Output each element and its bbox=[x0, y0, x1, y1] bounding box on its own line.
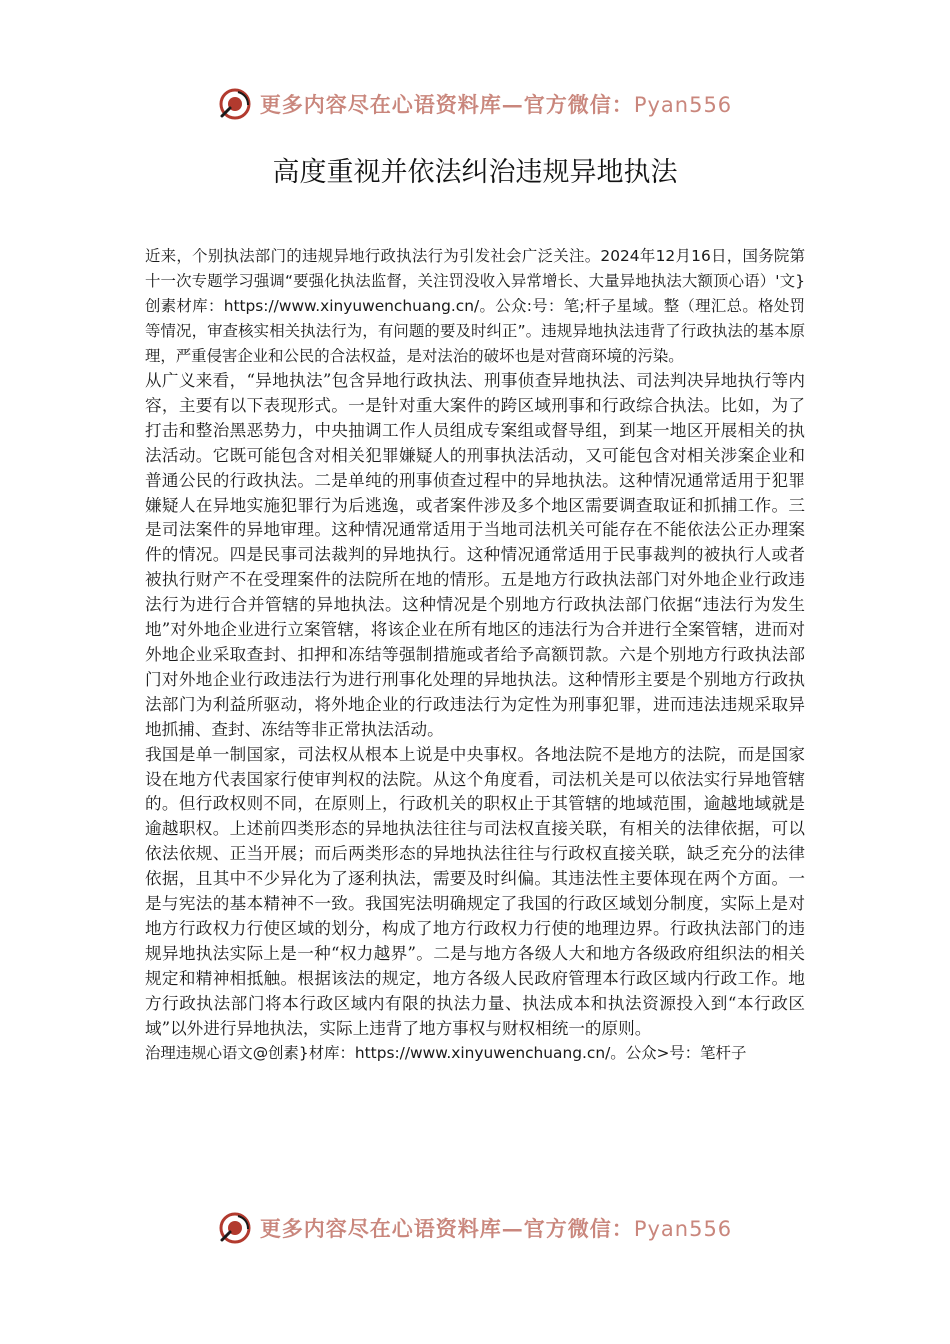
page-title: 高度重视并依法纠治违规异地执法 bbox=[272, 157, 678, 188]
article-body bbox=[145, 244, 805, 1066]
paragraph-intro: 近来，个别执法部门的违规异地行政执法行为引发社会广泛关注。2024年12月16日，国务院第十一次专题学习强调“要强化执法监督，关注罚没收入异常增长、大量异地执法大额顶心语）'文}创素材库：https://www.xinyuwenchuang.cn/。公众:号：笔;杆子星域。整（理汇总。格处罚等情况，审查核实相关执法行为，有问题的要及时纠正”。违规异地执法违背了行政执法的基本原理，严重侵害企业和公民的合法权益，是对法治的破坏也是对营商环境的污染。 bbox=[145, 247, 805, 365]
paragraph-closing: 治理违规心语文@创素}材库：https://www.xinyuwenchuang.cn/。公众>号：笔杆子 bbox=[145, 1044, 747, 1063]
paragraph-analysis: 我国是单一制国家，司法权从根本上说是中央事权。各地法院不是地方的法院，而是国家设在地方代表国家行使审判权的法院。从这个角度看，司法机关是可以依法实行异地管辖的。但行政权则不同，在原则上，行政机关的职权止于其管辖的地域范围，逾越地域就是逾越职权。上述前四类形态的异地执法往往与司法权直接关联，有相关的法律依据，可以依法依规、正当开展；而后两类形态的异地执法往往与行政权直接关联，缺乏充分的法律依据，且其中不少异化为了逐利执法，需要及时纠偏。其违法性主要体现在两个方面。一是与宪法的基本精神不一致。我国宪法明确规定了我国的行政区域划分制度，实际上是对地方行政权力行使区域的划分，构成了地方行政权力行使的地理边界。行政执法部门的违规异地执法实际上是一种“权力越界”。二是与地方各级人大和地方各级政府组织法的相关规定和精神相抵触。根据该法的规定，地方各级人民政府管理本行政区域内行政工作。地方行政执法部门将本行政区域内有限的执法力量、执法成本和执法资源投入到“本行政区域”以外进行异地执法，实际上违背了地方事权与财权相统一的原则。 bbox=[145, 744, 805, 1038]
header-banner-label: 更多内容尽在心语资料库—官方微信： bbox=[259, 92, 634, 117]
header-banner bbox=[0, 82, 950, 126]
paragraph-forms: 从广义来看，“异地执法”包含异地行政执法、刑事侦查异地执法、司法判决异地执行等内容，主要有以下表现形式。一是针对重大案件的跨区域刑事和行政综合执法。比如，为了打击和整治黑恶势力，中央抽调工作人员组成专案组或督导组，到某一地区开展相关的执法活动。它既可能包含对相关犯罪嫌疑人的刑事执法活动，又可能包含对相关涉案企业和普通公民的行政执法。二是单纯的刑事侦查过程中的异地执法。这种情况通常适用于犯罪嫌疑人在异地实施犯罪行为后逃逸，或者案件涉及多个地区需要调查取证和抓捕工作。三是司法案件的异地审理。这种情况通常适用于当地司法机关可能存在不能依法公正办理案件的情况。四是民事司法裁判的异地执行。这种情况通常适用于民事裁判的被执行人或者被执行财产不在受理案件的法院所在地的情形。五是地方行政执法部门对外地企业行政违法行为进行合并管辖的异地执法。这种情况是个别地方行政执法部门依据“违法行为发生地”对外地企业进行立案管辖，将该企业在所有地区的违法行为合并进行全案管辖，进而对外地企业采取查封、扣押和冻结等强制措施或者给予高额罚款。六是个别地方行政执法部门对外地企业行政违法行为进行刑事化处理的异地执法。这种情形主要是个别地方行政执法部门为利益所驱动，将外地企业的行政违法行为定性为刑事犯罪，进而违法违规采取异地抓捕、查封、冻结等非正常执法活动。 bbox=[145, 371, 805, 739]
footer-banner-label: 更多内容尽在心语资料库—官方微信： bbox=[259, 1216, 634, 1241]
brand-logo-icon bbox=[218, 1211, 252, 1245]
brand-logo-icon bbox=[218, 87, 252, 121]
footer-banner-brand: Pyan556 bbox=[633, 1217, 733, 1241]
footer-banner bbox=[0, 1206, 950, 1250]
header-banner-brand: Pyan556 bbox=[633, 93, 733, 117]
footer-banner-text bbox=[260, 1213, 732, 1243]
header-banner-text bbox=[260, 89, 732, 119]
